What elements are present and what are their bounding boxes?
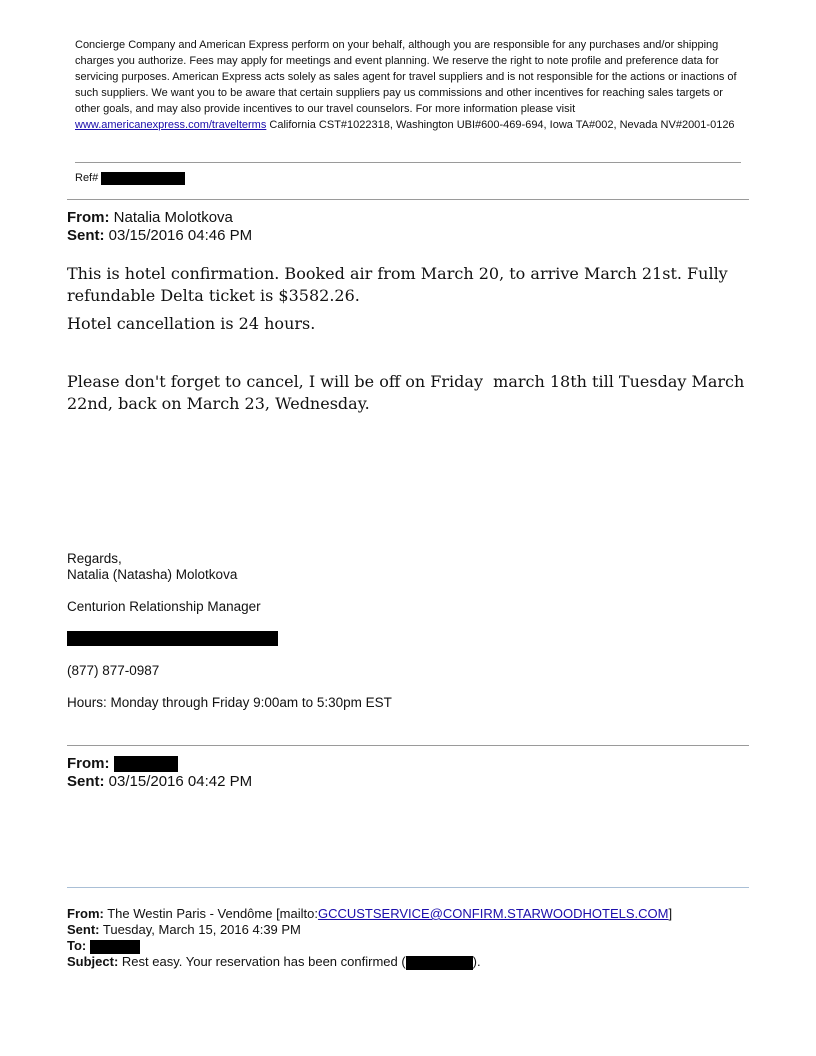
subject-close: ). (472, 954, 481, 969)
signature-phone: (877) 877-0987 (67, 663, 160, 678)
message1-paragraph2: Hotel cancellation is 24 hours. (67, 314, 316, 333)
hotel-email-link[interactable]: GCCUSTSERVICE@CONFIRM.STARWOODHOTELS.COM (317, 906, 669, 921)
sent-date: 03/15/2016 04:42 PM (108, 773, 253, 790)
signature-name: Natalia (Natasha) Molotkova (67, 567, 238, 582)
message3-to-line (67, 938, 672, 954)
message2-sent-line (67, 773, 252, 791)
message1-paragraph1: This is hotel confirmation. Booked air from March 20, to arrive March 21st. Fully refundable Delta ticket is $3582.26. (67, 264, 728, 305)
disclaimer-license-text: California CST#1022318, Washington UBI#600-469-694, Iowa TA#002, Nevada NV#2001-0126 (266, 119, 735, 131)
travel-terms-link[interactable]: www.americanexpress.com/travelterms (75, 119, 267, 131)
from-close-bracket: ] (668, 906, 673, 921)
redacted-confirmation-number (406, 956, 473, 970)
message3-sent-line (67, 922, 672, 938)
message2-divider (67, 745, 749, 746)
redacted-email (67, 631, 278, 646)
redacted-recipient (90, 940, 140, 954)
header-divider (67, 199, 749, 200)
from-label: From: (67, 755, 110, 772)
message3-from-line (67, 906, 672, 922)
message2-header (67, 755, 252, 791)
subject-label: Subject: (67, 954, 119, 969)
signature-hours: Hours: Monday through Friday 9:00am to 5:30pm EST (67, 695, 392, 710)
travel-disclaimer (75, 37, 741, 133)
message2-from-line (67, 755, 252, 773)
signature-title: Centurion Relationship Manager (67, 599, 261, 614)
sent-label: Sent: (67, 773, 105, 790)
redacted-sender (114, 756, 178, 772)
reference-line (75, 171, 185, 185)
to-label: To: (67, 938, 87, 953)
disclaimer-divider (75, 162, 741, 163)
message1-sent-line (67, 227, 252, 245)
sent-label: Sent: (67, 227, 105, 244)
message3-divider (67, 887, 749, 888)
message1-paragraph3: Please don't forget to cancel, I will be off on Friday march 18th till Tuesday March 22nd, back on March 23, Wednesday. (67, 372, 750, 413)
ref-label: Ref# (75, 172, 99, 184)
disclaimer-text: Concierge Company and American Express perform on your behalf, although you are responsible for any purchases and/or shipping charges you authorize. Fees may apply for meetings and event planning. We reserve the right to note profile and preference data for servicing purposes. American Express acts solely as sales agent for travel suppliers and is not responsible for the actions or inactions of such suppliers. We want you to be aware that certain suppliers pay us commissions and other incentives for reaching sales targets or other goals, and may also provide incentives to our travel counselors. For more information please visit (75, 39, 737, 115)
message3-subject-line (67, 954, 672, 970)
from-label: From: (67, 209, 110, 226)
sent-date: Tuesday, March 15, 2016 4:39 PM (102, 922, 301, 937)
message1-header (67, 209, 252, 245)
redacted-ref-number (101, 172, 185, 185)
sent-label: Sent: (67, 922, 100, 937)
sender-name: Natalia Molotkova (113, 209, 233, 226)
sent-date: 03/15/2016 04:46 PM (108, 227, 253, 244)
hotel-name: The Westin Paris - Vendôme [mailto: (107, 906, 318, 921)
subject-text: Rest easy. Your reservation has been confirmed ( (121, 954, 406, 969)
signature-regards: Regards, (67, 551, 122, 566)
message3-header (67, 906, 672, 970)
from-label: From: (67, 906, 104, 921)
message1-from-line (67, 209, 252, 227)
